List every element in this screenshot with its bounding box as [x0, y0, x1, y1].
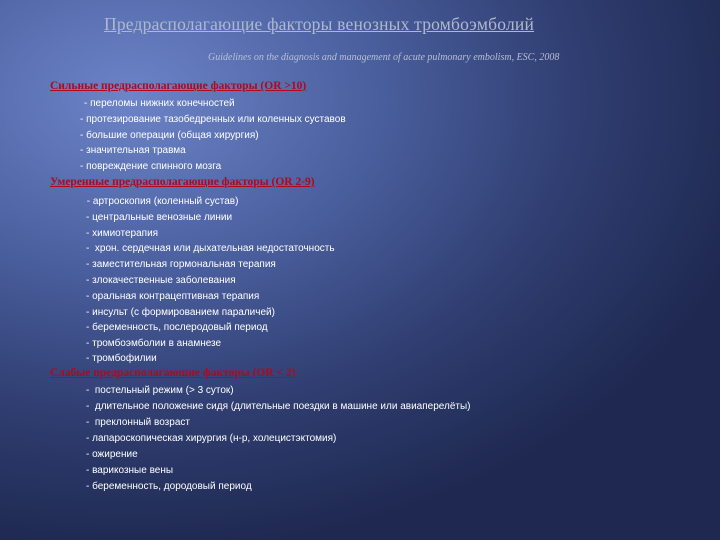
list-item: - длительное положение сидя (длительные поездки в машине или авиаперелёты): [86, 401, 471, 412]
list-item: - большие операции (общая хирургия): [80, 130, 259, 141]
list-item: - тромбоэмболии в анамнезе: [86, 338, 222, 349]
list-item: - заместительная гормональная терапия: [86, 259, 276, 270]
list-item: - центральные венозные линии: [86, 212, 233, 223]
list-item: - значительная травма: [80, 145, 186, 156]
slide-title: Предрасполагающие факторы венозных тромбоэмболий: [104, 14, 535, 34]
list-item: - ожирение: [86, 449, 138, 460]
section-heading-moderate: Умеренные предрасполагающие факторы (OR 2-9): [50, 176, 315, 188]
source-reference: Guidelines on the diagnosis and management of acute pulmonary embolism, ESC, 2008: [208, 52, 560, 63]
list-item: - переломы нижних конечностей: [84, 98, 235, 109]
list-item: - беременность, послеродовый период: [86, 322, 268, 333]
list-item: - оральная контрацептивная терапия: [86, 291, 260, 302]
list-item: - варикозные вены: [86, 465, 174, 476]
list-item: - преклонный возраст: [86, 417, 190, 428]
list-item: - постельный режим (> 3 суток): [86, 385, 234, 396]
list-item: - лапароскопическая хирургия (н-р, холецистэктомия): [86, 433, 337, 444]
list-item: - артроскопия (коленный сустав): [84, 196, 239, 207]
list-item: - химиотерапия: [86, 228, 159, 239]
list-item: - беременность, дородовый период: [86, 481, 252, 492]
list-item: - протезирование тазобедренных или коленных суставов: [80, 114, 346, 125]
list-item: - злокачественные заболевания: [86, 275, 236, 286]
list-item: - инсульт (с формированием параличей): [86, 307, 275, 318]
list-item: - повреждение спинного мозга: [80, 161, 222, 172]
list-item: - тромбофилии: [86, 353, 157, 364]
section-heading-weak: Слабые предрасполагающие факторы (OR < 2): [50, 367, 296, 379]
list-item: - хрон. сердечная или дыхательная недостаточность: [86, 243, 335, 254]
section-heading-strong: Сильные предрасполагающие факторы (OR >10): [50, 80, 307, 92]
